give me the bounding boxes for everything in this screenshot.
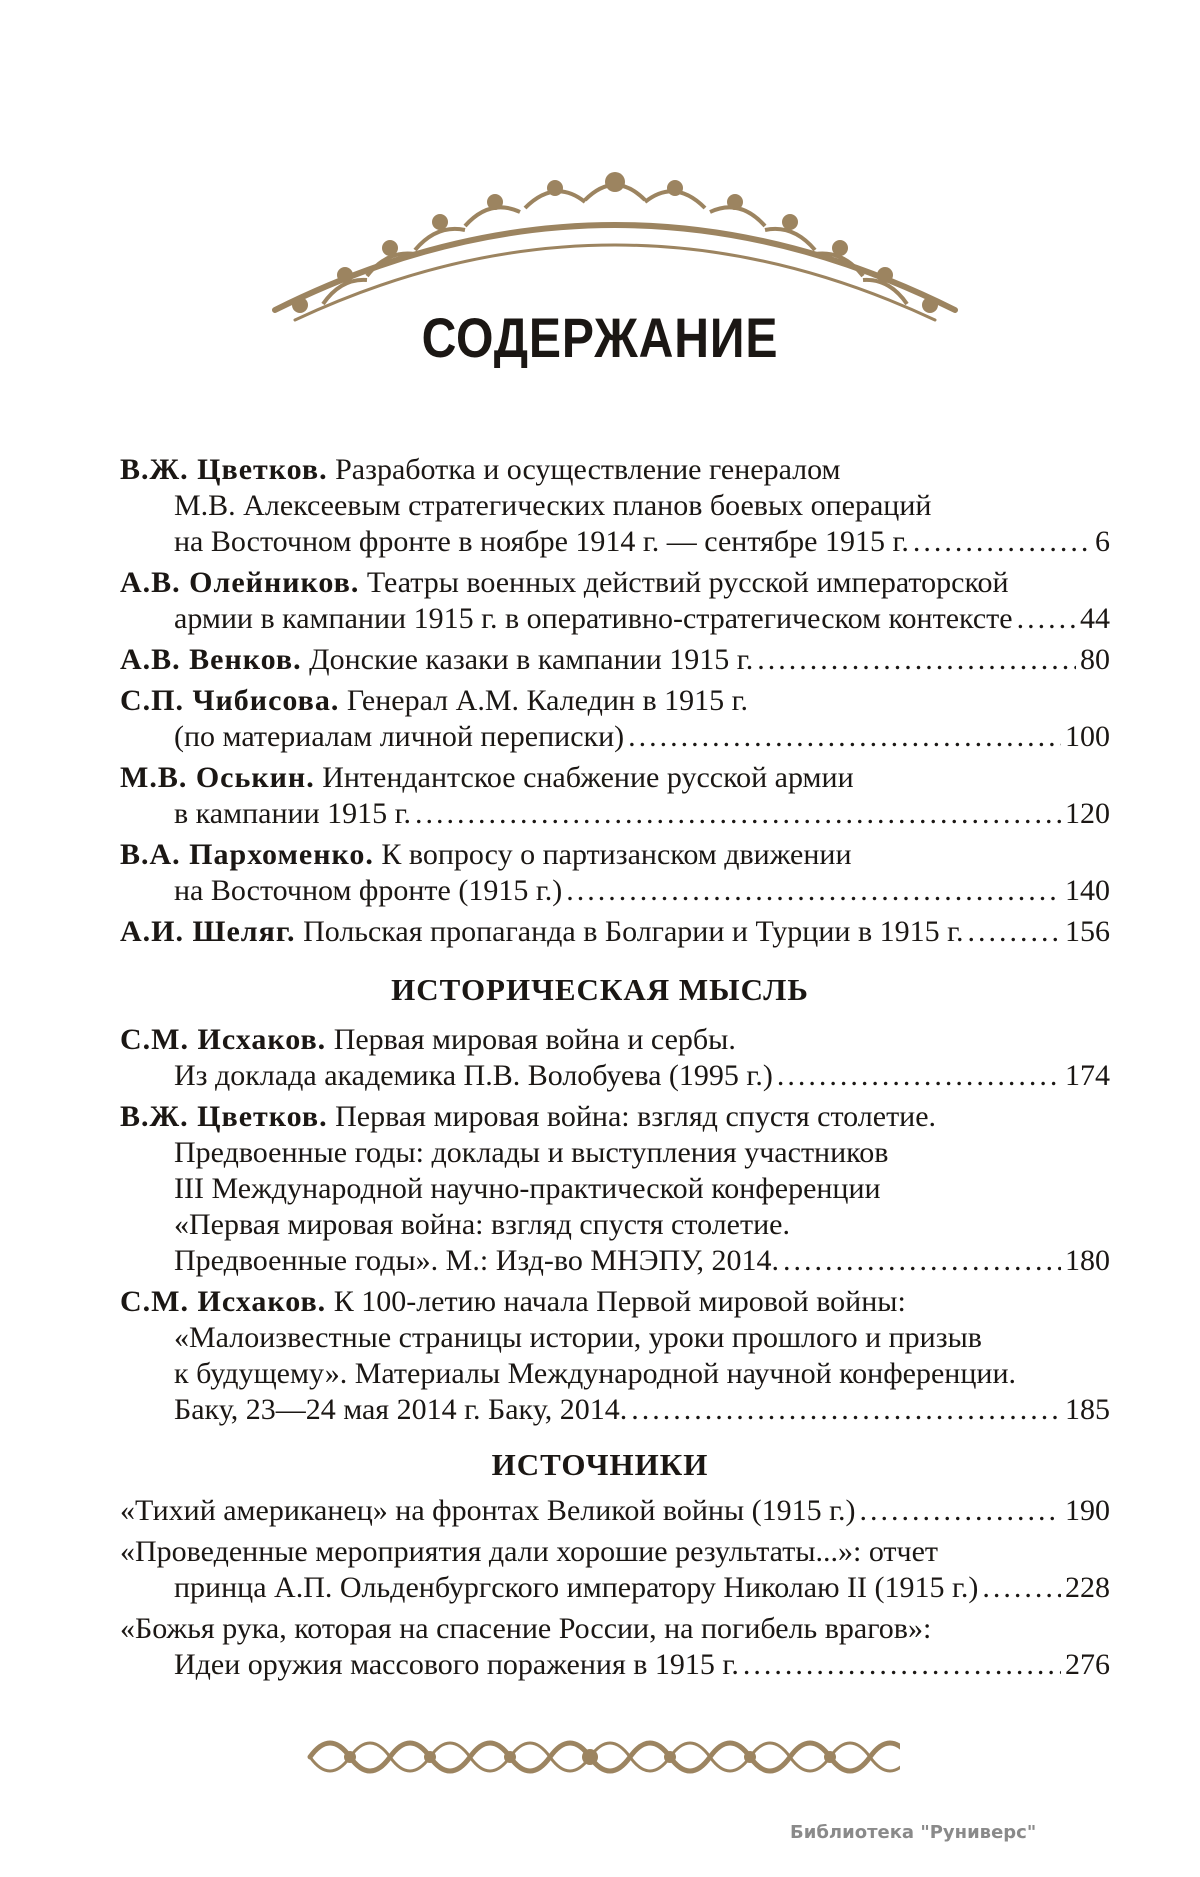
entry-title-line: (по материалам личной переписки)	[174, 720, 625, 753]
entry-page-number: 185	[1065, 1393, 1110, 1426]
entry-author: С.М. Исхаков.	[120, 1023, 327, 1056]
entry-title-line: Первая мировая война: взгляд спустя столетие.	[335, 1100, 937, 1133]
library-watermark: Библиотека "Руниверс"	[790, 1822, 1037, 1843]
toc-entry[interactable]	[120, 683, 1110, 755]
entry-title-line: М.В. Алексеевым стратегических планов боевых операций	[174, 489, 932, 522]
entry-title-line: К вопросу о партизанском движении	[381, 838, 852, 871]
entry-page-number: 140	[1065, 874, 1110, 907]
entry-title-line: «Тихий американец» на фронтах Великой войны (1915 г.)	[120, 1494, 856, 1527]
entry-author: В.А. Пархоменко.	[120, 838, 374, 871]
entry-author: А.И. Шеляг.	[120, 915, 296, 948]
toc-entry[interactable]	[120, 452, 1110, 560]
toc-section-historical-thought	[120, 1022, 1110, 1428]
entry-title-line: армии в кампании 1915 г. в оперативно-стратегическом контексте	[174, 602, 1013, 635]
section-heading: ИСТОЧНИКИ	[491, 1447, 709, 1482]
toc-entry[interactable]	[120, 1611, 1110, 1683]
entry-title-line: Польская пропаганда в Болгарии и Турции в 1915 г.	[303, 915, 964, 948]
entry-author: А.В. Венков.	[120, 643, 302, 676]
entry-author: А.В. Олейников.	[120, 566, 360, 599]
toc-entry[interactable]	[120, 565, 1110, 637]
entry-page-number: 228	[1065, 1571, 1110, 1604]
toc-entry[interactable]	[120, 642, 1110, 678]
entry-title-line: III Международной научно-практической конференции	[174, 1172, 881, 1205]
entry-author: В.Ж. Цветков.	[120, 1100, 328, 1133]
toc-entry[interactable]	[120, 1493, 1110, 1529]
toc-entry[interactable]	[120, 760, 1110, 832]
entry-title-line: Генерал А.М. Каледин в 1915 г.	[346, 684, 749, 717]
toc-entry[interactable]	[120, 1099, 1110, 1279]
entry-page-number: 174	[1065, 1059, 1110, 1092]
entry-title-line: Разработка и осуществление генералом	[335, 453, 841, 486]
entry-page-number: 44	[1080, 602, 1110, 635]
entry-title-line: К 100-летию начала Первой мировой войны:	[333, 1285, 906, 1318]
entry-title-line: Баку, 23—24 мая 2014 г. Баку, 2014.	[174, 1393, 628, 1426]
entry-author: М.В. Оськин.	[120, 761, 315, 794]
entry-page-number: 6	[1095, 525, 1110, 558]
toc-entry[interactable]	[120, 914, 1110, 950]
entry-title-line: Предвоенные годы: доклады и выступления участников	[174, 1136, 889, 1169]
toc-entry[interactable]	[120, 1284, 1110, 1428]
entry-title-line: Театры военных действий русской императорской	[366, 566, 1009, 599]
entry-title-line: Донские казаки в кампании 1915 г.	[309, 643, 754, 676]
entry-page-number: 100	[1065, 720, 1110, 753]
toc-entry[interactable]	[120, 1534, 1110, 1606]
entry-title-line: на Восточном фронте (1915 г.)	[174, 874, 563, 907]
entry-title-line: Предвоенные годы». М.: Изд-во МНЭПУ, 2014.	[174, 1244, 780, 1277]
entry-title-line: на Восточном фронте в ноябре 1914 г. — сентябре 1915 г.	[174, 525, 909, 558]
entry-author: В.Ж. Цветков.	[120, 453, 328, 486]
entry-page-number: 80	[1080, 643, 1110, 676]
entry-title-line: принца А.П. Ольденбургского императору Николаю II (1915 г.)	[174, 1571, 979, 1604]
entry-author: С.П. Чибисова.	[120, 684, 340, 717]
entry-page-number: 276	[1065, 1648, 1110, 1681]
entry-title-line: «Проведенные мероприятия дали хорошие результаты...»: отчет	[120, 1535, 939, 1568]
entry-page-number: 180	[1065, 1244, 1110, 1277]
entry-title-line: Первая мировая война и сербы.	[333, 1023, 736, 1056]
toc-section-main	[120, 452, 1110, 950]
entry-title-line: Из доклада академика П.В. Волобуева (1995 г.)	[174, 1059, 773, 1092]
entry-title-line: «Малоизвестные страницы истории, уроки прошлого и призыв	[174, 1321, 982, 1354]
toc-entry[interactable]	[120, 837, 1110, 909]
entry-title-line: к будущему». Материалы Международной научной конференции.	[174, 1357, 1017, 1390]
entry-author: С.М. Исхаков.	[120, 1285, 327, 1318]
entry-title-line: «Первая мировая война: взгляд спустя столетие.	[174, 1208, 790, 1241]
entry-title-line: Идеи оружия массового поражения в 1915 г.	[174, 1648, 739, 1681]
entry-page-number: 190	[1065, 1494, 1110, 1527]
entry-title-line: в кампании 1915 г.	[174, 797, 412, 830]
section-heading: ИСТОРИЧЕСКАЯ МЫСЛЬ	[391, 972, 809, 1007]
entry-page-number: 156	[1065, 915, 1110, 948]
ornament-bottom-icon	[300, 1722, 900, 1792]
entry-title-line: Интендантское снабжение русской армии	[322, 761, 854, 794]
toc-entry[interactable]	[120, 1022, 1110, 1094]
entry-page-number: 120	[1065, 797, 1110, 830]
page-title: СОДЕРЖАНИЕ	[421, 306, 779, 369]
toc-section-sources	[120, 1493, 1110, 1683]
entry-title-line: «Божья рука, которая на спасение России, на погибель врагов»:	[120, 1612, 932, 1645]
